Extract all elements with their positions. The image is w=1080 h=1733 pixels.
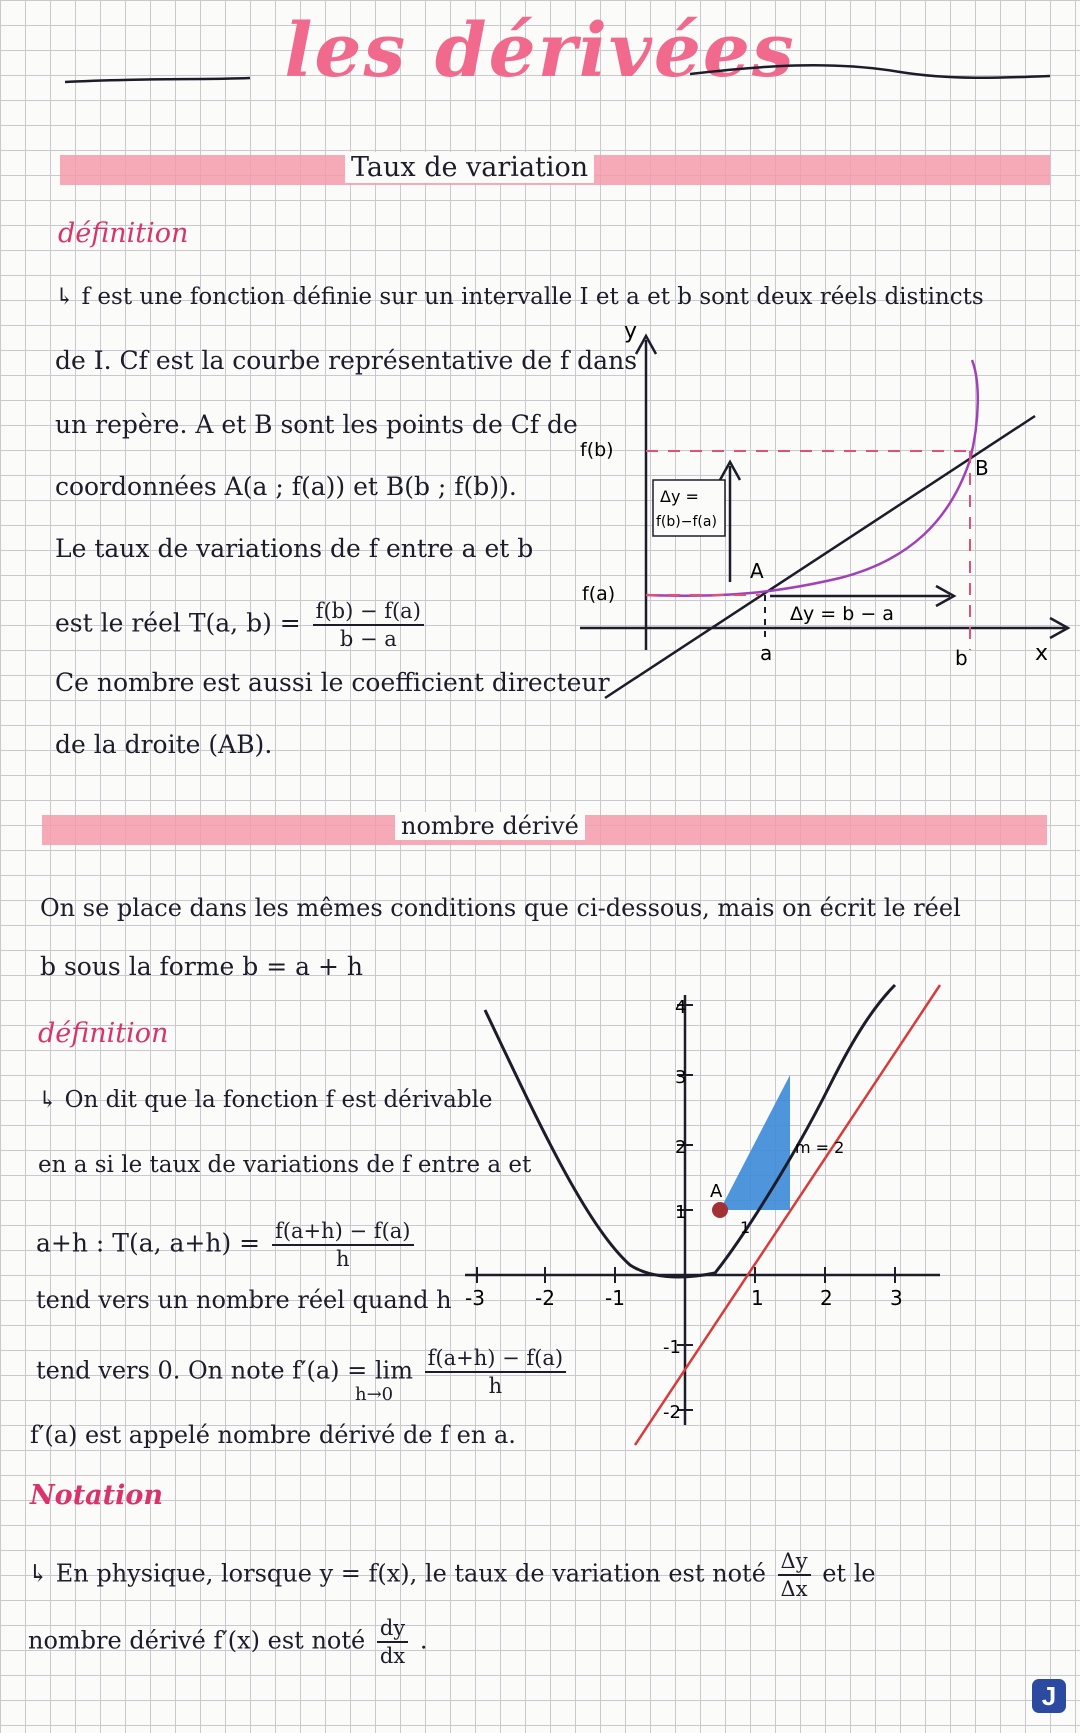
notation-label: Notation (30, 1480, 164, 1511)
graph2-ytick-neg2: -2 (663, 1402, 681, 1423)
graph2-ytick-1: 1 (675, 1202, 687, 1223)
notation-line-2-text: nombre dérivé f′(x) est noté (28, 1626, 366, 1655)
section2-intro-2: b sous la forme b = a + h (40, 952, 363, 981)
page-title: les dérivées (284, 8, 796, 94)
graph1-fb-label: f(b) (580, 439, 614, 461)
graph1-b-label: b (955, 646, 968, 670)
section2-intro-1: On se place dans les mêmes conditions que ci-dessous, mais on écrit le réel (40, 894, 961, 922)
graph2-ytick-2: 2 (675, 1137, 687, 1158)
graph1-y-label: y (624, 320, 638, 344)
def2-fraction-den: h (336, 1247, 350, 1271)
def2-line-2: en a si le taux de variations de f entre a et (38, 1152, 532, 1178)
graph2-xtick-1: 1 (751, 1286, 764, 1310)
notation-line-2: nombre dérivé f′(x) est noté $\frac{dy}{dx}$ . (28, 1616, 428, 1668)
graph2-xtick-2: 2 (820, 1286, 833, 1310)
def2-formula-prefix: a+h : T(a, a+h) = (36, 1228, 261, 1258)
def1-line-3: un repère. A et B sont les points de Cf de (55, 410, 578, 439)
def2-fraction (272, 1218, 413, 1272)
graph1-point-A: A (750, 559, 764, 583)
graph2-xtick-neg1: -1 (605, 1286, 625, 1310)
graph2-xtick-neg3: -3 (465, 1286, 485, 1310)
app-logo-icon: J (1032, 1679, 1066, 1713)
graph2-point-A: A (710, 1181, 723, 1202)
graph2-ytick-4: 4 (675, 997, 687, 1018)
def2-limit-fraction-den: h (488, 1374, 503, 1398)
notation-line-1 (28, 1548, 876, 1602)
def1-formula-line (55, 598, 428, 652)
graph2-xtick-neg2: -2 (535, 1286, 555, 1310)
limit-subscript: h→0 (355, 1384, 394, 1405)
graph2-xtick-3: 3 (890, 1286, 903, 1310)
notation-fraction-1-num: Δy (778, 1548, 811, 1576)
def1-line-1: ↳ f est une fonction définie sur un intervalle I et a et b sont deux réels distincts (55, 284, 984, 310)
section-heading-nombre-derive: nombre dérivé (395, 812, 585, 840)
def2-line-tend: tend vers un nombre réel quand h (36, 1286, 452, 1314)
def2-line-1: ↳ On dit que la fonction f est dérivable (38, 1087, 493, 1113)
notation-fraction-2-den: dx (379, 1644, 406, 1668)
def1-line-2: de I. Cf est la courbe représentative de f dans (55, 346, 638, 375)
def2-limit-fraction-num: f(a+h) − f(a) (425, 1345, 566, 1373)
graph2-ytick-3: 3 (675, 1067, 687, 1088)
notation-fraction-dydx-delta (778, 1548, 811, 1602)
def2-limit-prefix: tend vers 0. On note f′(a) = lim (36, 1356, 413, 1385)
graph2-slope-label: m = 2 (795, 1138, 845, 1157)
notation-fraction-2-num: dy (377, 1615, 408, 1643)
def2-fraction-num: f(a+h) − f(a) (272, 1218, 413, 1246)
nombre-derive-graph (455, 975, 955, 1455)
notation-fraction-1-den: Δx (780, 1577, 808, 1601)
graph2-ytick-neg1: -1 (663, 1337, 681, 1358)
def1-line-4: coordonnées A(a ; f(a)) et B(b ; f(b)). (55, 472, 517, 501)
notation-fraction-dydx (377, 1615, 408, 1669)
graph1-dy-label-2: f(b)−f(a) (656, 514, 717, 530)
def1-line-5: Le taux de variations de f entre a et b (55, 534, 534, 563)
graph1-point-B: B (975, 456, 989, 480)
graph1-dy-label-1: Δy = (660, 487, 699, 506)
graph1-fa-label: f(a) (582, 583, 616, 605)
def2-line-last: f′(a) est appelé nombre dérivé de f en a. (30, 1421, 516, 1449)
taux-fraction-num: f(b) − f(a) (313, 598, 424, 626)
graph2-run-label: 1 (740, 1218, 751, 1237)
definition-label-1: définition (58, 218, 189, 249)
def1-line-after-2: de la droite (AB). (55, 730, 273, 759)
def1-formula-prefix: est le réel T(a, b) = (55, 608, 301, 638)
notation-line-1-text: ↳ En physique, lorsque y = f(x), le taux de variation est noté (28, 1559, 766, 1588)
section-heading-taux: Taux de variation (345, 152, 594, 183)
taux-variation-graph (580, 320, 1080, 710)
taux-fraction-den: b − a (339, 627, 397, 651)
graph1-a-label: a (760, 641, 773, 665)
def2-formula-line (36, 1218, 418, 1272)
graph1-dx-label: Δy = b − a (790, 603, 894, 625)
definition-label-2: définition (38, 1018, 169, 1049)
taux-fraction (313, 598, 424, 652)
title-underline (0, 0, 1080, 110)
def1-line-after-1: Ce nombre est aussi le coefficient directeur (55, 668, 610, 697)
graph1-x-label: x (1035, 641, 1049, 666)
notation-and-text: et le (822, 1559, 876, 1588)
